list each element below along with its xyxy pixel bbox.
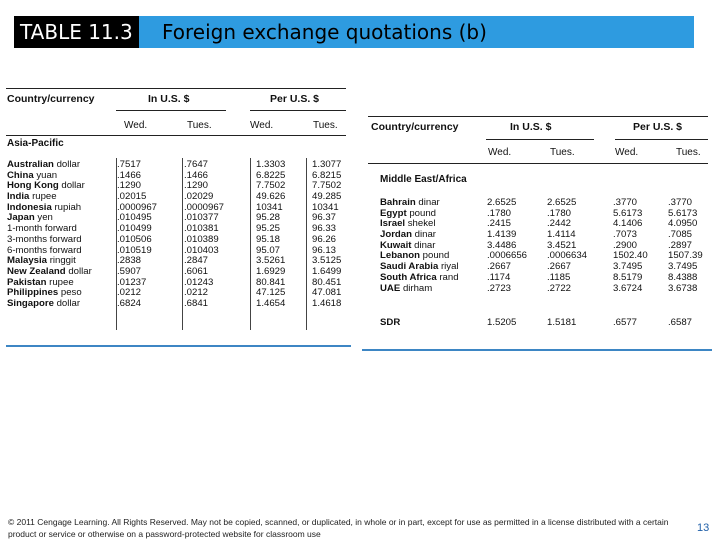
rate-cell-wed-in-us: .0006656 (487, 250, 528, 262)
rate-cell-tues-in-us: .01243 (184, 276, 214, 288)
right-bottom-rule (362, 349, 712, 351)
currency-name: pound (409, 207, 437, 219)
table-number-label: TABLE 11.3 (14, 16, 139, 48)
rate-cell-tues-in-us: 1.5181 (547, 317, 577, 328)
rate-cell-wed-in-us: .2667 (487, 261, 512, 273)
country-name: New Zealand (7, 265, 66, 277)
left-subheader-rule (6, 135, 346, 136)
country-name: China (7, 169, 34, 181)
currency-name: rupee (49, 276, 74, 288)
rate-cell-tues-in-us: .0212 (184, 287, 209, 299)
rate-cell-tues-per-us: 3.6738 (668, 282, 698, 294)
left-group-label: Asia-Pacific (7, 138, 64, 149)
left-header-country: Country/currency (7, 93, 95, 105)
rate-cell-tues-per-us: 1507.39 (668, 250, 703, 262)
rate-cell-wed-in-us: .010519 (117, 244, 152, 256)
currency-name: dollar (61, 180, 85, 192)
left-per-us-underline (250, 110, 346, 111)
left-header-per-us: Per U.S. $ (270, 93, 320, 105)
left-sub-tues-2: Tues. (313, 120, 338, 131)
rate-cell-tues-per-us: 1.6499 (312, 265, 342, 277)
rate-cell-tues-per-us: .7085 (668, 229, 693, 241)
rate-cell-tues-per-us: 6.8215 (312, 169, 342, 181)
country-name: Philippines (7, 287, 59, 299)
table-row (380, 284, 710, 295)
rate-cell-wed-per-us: 95.07 (256, 244, 281, 256)
table-row (7, 299, 347, 310)
currency-name: dollar (68, 265, 92, 277)
rate-cell-tues-per-us: 96.33 (312, 223, 337, 235)
rate-cell-wed-in-us: .02015 (117, 191, 147, 203)
currency-name: yuan (36, 169, 58, 181)
rate-cell-wed-in-us: .0212 (117, 287, 142, 299)
country-currency-cell (7, 299, 80, 310)
country-name: Hong Kong (7, 180, 59, 192)
currency-name: rupiah (54, 201, 82, 213)
right-subheader-rule (368, 163, 708, 164)
right-per-us-underline (615, 139, 708, 140)
rate-cell-tues-in-us: .010377 (184, 212, 219, 224)
rate-cell-tues-in-us: .7647 (184, 159, 209, 170)
rate-cell-wed-per-us: 1502.40 (613, 250, 648, 262)
currency-name: 6-months forward (7, 244, 82, 256)
right-top-rule (368, 116, 708, 117)
right-sub-wed-1: Wed. (488, 147, 512, 158)
currency-name: dollar (56, 297, 81, 309)
rate-cell-wed-per-us: .3770 (613, 197, 638, 208)
left-sub-wed-2: Wed. (250, 120, 274, 131)
rate-cell-wed-in-us: .2838 (117, 255, 142, 267)
rate-cell-tues-in-us: .2442 (547, 218, 572, 230)
left-sub-tues-1: Tues. (187, 120, 212, 131)
rate-cell-tues-per-us: 96.26 (312, 233, 337, 245)
country-name: UAE (380, 282, 401, 294)
rate-cell-tues-in-us: .2722 (547, 282, 572, 294)
currency-name: yen (37, 212, 53, 224)
country-name: Singapore (7, 297, 54, 309)
rate-cell-wed-per-us: 3.7495 (613, 261, 643, 273)
right-sub-tues-1: Tues. (550, 147, 575, 158)
left-divider-4 (306, 158, 307, 330)
rate-cell-tues-in-us: .1185 (547, 271, 571, 283)
left-rows (7, 160, 347, 310)
rate-cell-tues-in-us: 2.6525 (547, 197, 577, 208)
country-name: South Africa (380, 271, 437, 283)
right-header-per-us: Per U.S. $ (633, 121, 683, 133)
left-in-us-underline (116, 110, 226, 111)
country-name: Lebanon (380, 250, 420, 262)
country-name: Bahrain (380, 197, 416, 208)
currency-name: 1-month forward (7, 223, 77, 235)
rate-cell-tues-in-us: .6841 (184, 297, 209, 309)
rate-cell-tues-in-us: .02029 (184, 191, 214, 203)
rate-cell-wed-in-us: .0000967 (117, 201, 158, 213)
rate-cell-tues-per-us: .2897 (668, 239, 693, 251)
rate-cell-wed-per-us: 5.6173 (613, 207, 643, 219)
rate-cell-tues-per-us: 47.081 (312, 287, 342, 299)
rate-cell-wed-per-us: 7.7502 (256, 180, 286, 192)
rate-cell-wed-in-us: .2415 (487, 218, 512, 230)
right-header-in-us: In U.S. $ (510, 121, 552, 133)
right-sdr-row (380, 318, 710, 329)
rate-cell-tues-per-us: 10341 (312, 201, 339, 213)
rate-cell-tues-in-us: .2667 (547, 261, 572, 273)
rate-cell-tues-per-us: .3770 (668, 197, 693, 208)
rate-cell-wed-per-us: 3.6724 (613, 282, 643, 294)
country-name: Japan (7, 212, 35, 224)
currency-name: 3-months forward (7, 233, 82, 245)
rate-cell-wed-in-us: .01237 (117, 276, 147, 288)
rate-cell-wed-per-us: .7073 (613, 229, 638, 241)
rate-cell-tues-in-us: .2847 (184, 255, 209, 267)
rate-cell-wed-in-us: 1.4139 (487, 229, 517, 241)
rate-cell-tues-per-us: 3.7495 (668, 261, 698, 273)
country-name: India (7, 191, 30, 203)
left-divider-3 (250, 158, 251, 330)
rate-cell-tues-per-us: 8.4388 (668, 271, 698, 283)
country-currency-cell (380, 318, 400, 329)
currency-name: riyal (440, 261, 459, 273)
rate-cell-tues-per-us: 49.285 (312, 191, 342, 203)
left-top-rule (6, 88, 346, 89)
currency-name: rand (439, 271, 459, 283)
table-row (7, 203, 347, 214)
currency-name: peso (60, 287, 82, 299)
country-currency-cell (380, 284, 432, 295)
right-sub-tues-2: Tues. (676, 147, 701, 158)
country-name: Australian (7, 159, 54, 170)
country-name: Kuwait (380, 239, 412, 251)
rate-cell-tues-per-us: 7.7502 (312, 180, 342, 192)
rate-cell-wed-per-us: 95.18 (256, 233, 281, 245)
currency-name: dinar (418, 197, 440, 208)
rate-cell-wed-per-us: 8.5179 (613, 271, 643, 283)
country-name: Indonesia (7, 201, 52, 213)
left-header-in-us: In U.S. $ (148, 93, 190, 105)
rate-cell-wed-per-us: .2900 (613, 239, 638, 251)
rate-cell-wed-in-us: 2.6525 (487, 197, 517, 208)
table-row (7, 181, 347, 192)
country-name: Malaysia (7, 255, 48, 267)
rate-cell-tues-in-us: .1290 (184, 180, 209, 192)
rate-cell-tues-in-us: .1466 (184, 169, 209, 181)
rate-cell-tues-in-us: .6061 (184, 265, 209, 277)
rate-cell-wed-in-us: .010506 (117, 233, 152, 245)
currency-name: dirham (402, 282, 433, 294)
rate-cell-tues-per-us: 80.451 (312, 276, 342, 288)
copyright-notice: © 2011 Cengage Learning. All Rights Reserved. May not be copied, scanned, or duplicated, in whole or in part, except for use as permitted in a license distributed with a certain product or service or otherwise on a password-protected website for classroom use (8, 517, 669, 539)
rate-cell-wed-per-us: 80.841 (256, 276, 286, 288)
country-name: SDR (380, 317, 401, 328)
rate-cell-wed-per-us: 95.28 (256, 212, 281, 224)
rate-cell-wed-in-us: .1466 (117, 169, 142, 181)
rate-cell-wed-in-us: .1780 (487, 207, 512, 219)
rate-cell-tues-per-us: 1.3077 (312, 159, 342, 170)
rate-cell-wed-per-us: 3.5261 (256, 255, 286, 267)
rate-cell-tues-per-us: 1.4618 (312, 297, 342, 309)
currency-name: dinar (414, 239, 436, 251)
rate-cell-tues-in-us: .0000967 (184, 201, 225, 213)
rate-cell-wed-in-us: .1174 (487, 271, 511, 283)
rate-cell-wed-in-us: 3.4486 (487, 239, 517, 251)
rate-cell-wed-per-us: 1.3303 (256, 159, 286, 170)
rate-cell-tues-per-us: 96.37 (312, 212, 337, 224)
rate-cell-wed-per-us: 95.25 (256, 223, 281, 235)
rate-cell-wed-per-us: 4.1406 (613, 218, 643, 230)
right-group-label: Middle East/Africa (380, 174, 467, 185)
slide-title: Foreign exchange quotations (b) (162, 20, 487, 44)
rate-cell-tues-in-us: .010389 (184, 233, 219, 245)
page-number: 13 (697, 522, 710, 534)
rate-cell-wed-per-us: .6577 (613, 317, 638, 328)
rate-cell-wed-per-us: 47.125 (256, 287, 286, 299)
rate-cell-wed-in-us: .010495 (117, 212, 152, 224)
country-name: Egypt (380, 207, 407, 219)
rate-cell-tues-in-us: 3.4521 (547, 239, 577, 251)
left-divider-2 (182, 158, 183, 330)
rate-cell-wed-in-us: .010499 (117, 223, 152, 235)
rate-cell-wed-per-us: 1.6929 (256, 265, 286, 277)
rate-cell-wed-per-us: 49.626 (256, 191, 286, 203)
rate-cell-tues-in-us: .010403 (184, 244, 219, 256)
currency-name: pound (422, 250, 450, 262)
rate-cell-tues-in-us: 1.4114 (547, 229, 576, 241)
left-divider-1 (116, 158, 117, 330)
left-sub-wed-1: Wed. (124, 120, 148, 131)
rate-cell-tues-per-us: 3.5125 (312, 255, 342, 267)
rate-cell-tues-per-us: 4.0950 (668, 218, 698, 230)
currency-name: ringgit (49, 255, 76, 267)
right-in-us-underline (486, 139, 594, 140)
country-name: Saudi Arabia (380, 261, 439, 273)
right-rows (380, 198, 710, 294)
rate-cell-wed-per-us: 10341 (256, 201, 283, 213)
rate-cell-tues-in-us: .1780 (547, 207, 572, 219)
table-row (7, 160, 347, 171)
rate-cell-tues-per-us: .6587 (668, 317, 693, 328)
rate-cell-wed-in-us: .5907 (117, 265, 142, 277)
rate-cell-wed-in-us: 1.5205 (487, 317, 517, 328)
rate-cell-wed-in-us: .1290 (117, 180, 142, 192)
rate-cell-tues-per-us: 96.13 (312, 244, 337, 256)
rate-cell-tues-in-us: .0006634 (547, 250, 588, 262)
currency-name: shekel (407, 218, 436, 230)
rate-cell-wed-in-us: .2723 (487, 282, 512, 294)
left-bottom-rule (6, 345, 351, 347)
rate-cell-wed-per-us: 1.4654 (256, 297, 286, 309)
currency-name: rupee (32, 191, 57, 203)
rate-cell-wed-in-us: .6824 (117, 297, 142, 309)
rate-cell-wed-per-us: 6.8225 (256, 169, 286, 181)
country-name: Israel (380, 218, 406, 230)
currency-name: dollar (56, 159, 81, 170)
country-name: Jordan (380, 229, 412, 241)
rate-cell-tues-per-us: 5.6173 (668, 207, 698, 219)
rate-cell-tues-in-us: .010381 (184, 223, 219, 235)
country-name: Pakistan (7, 276, 47, 288)
rate-cell-wed-in-us: .7517 (117, 159, 142, 170)
right-sub-wed-2: Wed. (615, 147, 639, 158)
currency-name: dinar (414, 229, 437, 241)
right-header-country: Country/currency (371, 121, 459, 133)
